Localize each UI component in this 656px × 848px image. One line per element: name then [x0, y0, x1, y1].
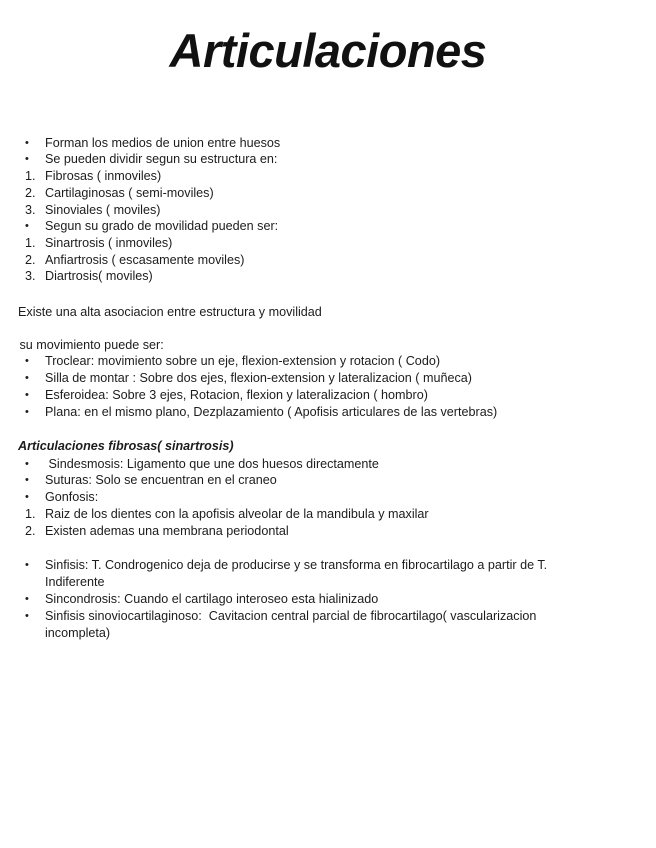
- list-item: Cartilaginosas ( semi-moviles): [45, 186, 214, 200]
- list-marker: 3.: [25, 269, 36, 283]
- list-item: Raiz de los dientes con la apofisis alveolar de la mandibula y maxilar: [45, 507, 429, 521]
- list-marker: •: [25, 474, 29, 486]
- list-marker: •: [25, 389, 29, 401]
- list-item: Suturas: Solo se encuentran en el craneo: [45, 473, 277, 487]
- list-item: Segun su grado de movilidad pueden ser:: [45, 219, 279, 233]
- list-item-continuation: Indiferente: [45, 575, 105, 589]
- list-item: Sinoviales ( moviles): [45, 203, 161, 217]
- list-item: Forman los medios de union entre huesos: [45, 136, 281, 150]
- list-item: Plana: en el mismo plano, Dezplazamiento ( Apofisis articulares de las vertebras): [45, 405, 498, 419]
- section-heading: Articulaciones fibrosas( sinartrosis): [18, 439, 234, 453]
- list-marker: 2.: [25, 253, 36, 267]
- list-item: Sinartrosis ( inmoviles): [45, 236, 173, 250]
- list-item: Gonfosis:: [45, 490, 99, 504]
- list-marker: 1.: [25, 507, 36, 521]
- list-item-continuation: incompleta): [45, 626, 111, 640]
- list-item: Silla de montar : Sobre dos ejes, flexion-extension y lateralizacion ( muñeca): [45, 371, 473, 385]
- list-item: Se pueden dividir segun su estructura en:: [45, 152, 278, 166]
- list-item: Fibrosas ( inmoviles): [45, 169, 162, 183]
- list-item: Troclear: movimiento sobre un eje, flexion-extension y rotacion ( Codo): [45, 354, 441, 368]
- list-marker: •: [25, 610, 29, 622]
- list-marker: 1.: [25, 236, 36, 250]
- list-marker: •: [25, 559, 29, 571]
- list-marker: •: [25, 406, 29, 418]
- list-marker: •: [25, 593, 29, 605]
- list-marker: 2.: [25, 186, 36, 200]
- list-marker: •: [25, 372, 29, 384]
- movement-intro: su movimiento puede ser:: [16, 338, 164, 352]
- list-marker: •: [25, 220, 29, 232]
- list-marker: 2.: [25, 524, 36, 538]
- list-item: Anfiartrosis ( escasamente moviles): [45, 253, 245, 267]
- list-item: Sincondrosis: Cuando el cartilago interoseo esta hialinizado: [45, 592, 379, 606]
- list-marker: •: [25, 458, 29, 470]
- list-item: Esferoidea: Sobre 3 ejes, Rotacion, flexion y lateralizacion ( hombro): [45, 388, 428, 402]
- paragraph: Existe una alta asociacion entre estructura y movilidad: [18, 305, 322, 319]
- list-item: Sinfisis sinoviocartilaginoso: Cavitacion central parcial de fibrocartilago( vascularizacion: [45, 609, 537, 623]
- list-marker: •: [25, 491, 29, 503]
- list-item: Sinfisis: T. Condrogenico deja de producirse y se transforma en fibrocartilago a partir de T.: [45, 558, 548, 572]
- list-item: Existen ademas una membrana periodontal: [45, 524, 289, 538]
- list-item: Diartrosis( moviles): [45, 269, 153, 283]
- list-marker: •: [25, 153, 29, 165]
- list-marker: •: [25, 355, 29, 367]
- list-marker: 3.: [25, 203, 36, 217]
- list-item: Sindesmosis: Ligamento que une dos huesos directamente: [45, 457, 379, 471]
- page-title: Articulaciones: [169, 24, 487, 77]
- list-marker: 1.: [25, 169, 36, 183]
- list-marker: •: [25, 137, 29, 149]
